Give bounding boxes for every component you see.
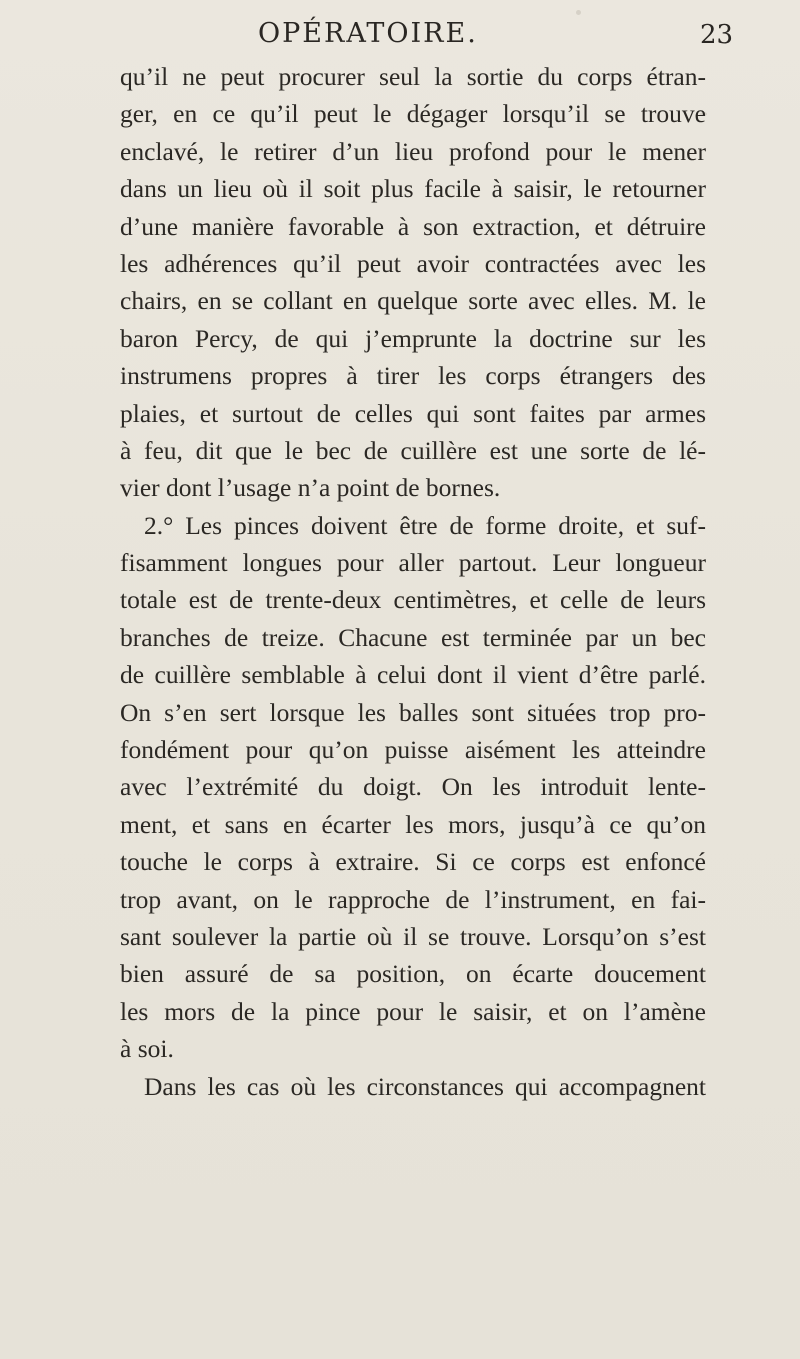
text-line: à feu, dit que le bec de cuillère est une sorte de lé- bbox=[120, 435, 706, 465]
text-line: plaies, et surtout de celles qui sont faites par armes bbox=[120, 398, 706, 428]
text-line: instrumens propres à tirer les corps étrangers des bbox=[120, 361, 706, 391]
text-line: Dans les cas où les circonstances qui accompagnent bbox=[144, 1071, 706, 1101]
text-line: vier dont l’usage n’a point de bornes. bbox=[120, 473, 501, 503]
text-line: trop avant, on le rapproche de l’instrument, en fai- bbox=[120, 884, 706, 914]
paper-mark bbox=[576, 10, 581, 15]
text-line: les mors de la pince pour le saisir, et on l’amène bbox=[120, 996, 706, 1026]
text-line: branches de treize. Chacune est terminée par un bec bbox=[120, 622, 706, 652]
text-line: ment, et sans en écarter les mors, jusqu’à ce qu’on bbox=[120, 809, 706, 839]
text-line: qu’il ne peut procurer seul la sortie du corps étran- bbox=[120, 62, 706, 91]
page-number: 23 bbox=[700, 20, 734, 50]
text-line: On s’en sert lorsque les balles sont situées trop pro- bbox=[120, 697, 706, 727]
text-line: enclavé, le retirer d’un lieu profond pour le mener bbox=[120, 136, 706, 166]
text-line: 2.° Les pinces doivent être de forme droite, et suf- bbox=[144, 510, 706, 540]
text-line: à soi. bbox=[120, 1034, 174, 1064]
text-line: chairs, en se collant en quelque sorte avec elles. M. le bbox=[120, 286, 706, 316]
body-text bbox=[120, 58, 706, 1105]
text-line: fisamment longues pour aller partout. Leur longueur bbox=[120, 548, 706, 578]
text-line: fondément pour qu’on puisse aisément les atteindre bbox=[120, 735, 706, 765]
text-line: bien assuré de sa position, on écarte doucement bbox=[120, 959, 706, 989]
text-line: ger, en ce qu’il peut le dégager lorsqu’il se trouve bbox=[120, 99, 706, 129]
text-line: touche le corps à extraire. Si ce corps est enfoncé bbox=[120, 847, 706, 877]
text-line: les adhérences qu’il peut avoir contractées avec les bbox=[120, 248, 706, 278]
text-line: dans un lieu où il soit plus facile à saisir, le retourner bbox=[120, 174, 706, 204]
text-line: d’une manière favorable à son extraction, et détruire bbox=[120, 211, 706, 241]
page-header bbox=[0, 18, 800, 54]
text-line: sant soulever la partie où il se trouve. Lorsqu’on s’est bbox=[120, 921, 706, 951]
text-line: totale est de trente-deux centimètres, et celle de leurs bbox=[120, 585, 706, 615]
text-line: de cuillère semblable à celui dont il vient d’être parlé. bbox=[120, 660, 706, 690]
text-line: avec l’extrémité du doigt. On les introduit lente- bbox=[120, 772, 706, 802]
text-line: baron Percy, de qui j’emprunte la doctrine sur les bbox=[120, 323, 706, 353]
running-title: OPÉRATOIRE. bbox=[258, 18, 478, 49]
